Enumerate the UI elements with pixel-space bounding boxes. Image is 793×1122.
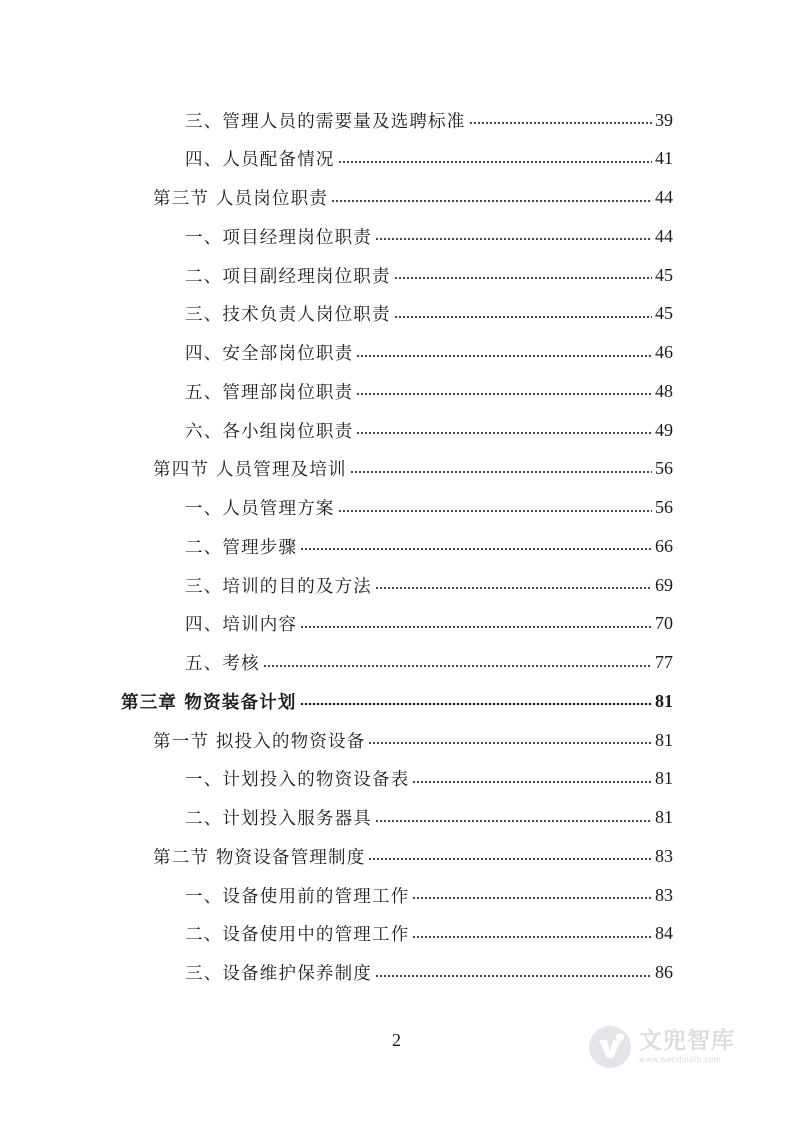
toc-entry[interactable] xyxy=(185,334,673,372)
toc-dot-leader xyxy=(331,200,652,202)
toc-entry-page: 45 xyxy=(655,303,673,324)
toc-entry[interactable] xyxy=(185,295,673,333)
toc-dot-leader xyxy=(350,471,652,473)
toc-entry-page: 86 xyxy=(655,962,673,982)
toc-dot-leader xyxy=(300,703,652,706)
toc-dot-leader xyxy=(375,820,652,822)
toc-entry-page: 69 xyxy=(655,574,673,595)
toc-dot-leader xyxy=(394,277,652,279)
toc-entry-title: 二、计划投入服务器具 xyxy=(185,809,372,829)
toc-entry-title: 一、设备使用前的管理工作 xyxy=(185,886,410,907)
toc-entry[interactable] xyxy=(185,799,673,837)
toc-entry-page: 56 xyxy=(655,458,673,479)
toc-entry-page: 81 xyxy=(655,768,673,789)
toc-entry-title: 三、技术负责人岗位职责 xyxy=(185,305,391,326)
toc-dot-leader xyxy=(263,665,652,667)
toc-entry-page: 81 xyxy=(655,729,673,750)
toc-entry[interactable] xyxy=(153,179,673,217)
toc-dot-leader xyxy=(338,161,652,163)
toc-dot-leader xyxy=(368,742,652,744)
toc-entry[interactable] xyxy=(185,876,673,914)
toc-entry-page: 84 xyxy=(655,923,673,944)
toc-entry[interactable] xyxy=(185,372,673,410)
toc-dot-leader xyxy=(412,936,652,938)
toc-entry-page: 41 xyxy=(655,148,673,169)
toc-entry[interactable] xyxy=(185,760,673,798)
toc-entry-page: 45 xyxy=(655,264,673,285)
toc-entry-title: 四、安全部岗位职责 xyxy=(185,344,354,364)
toc-entry[interactable] xyxy=(185,527,673,565)
toc-entry[interactable] xyxy=(185,140,673,178)
toc-entry-page: 44 xyxy=(655,225,673,246)
toc-entry[interactable] xyxy=(185,954,673,992)
toc-entry[interactable] xyxy=(153,721,673,759)
watermark-brand: 文兜智库 xyxy=(639,1028,735,1055)
toc-dot-leader xyxy=(375,587,652,589)
toc-entry-page: 77 xyxy=(655,652,673,672)
toc-entry-title: 二、管理步骤 xyxy=(185,537,298,558)
toc-dot-leader xyxy=(469,122,653,124)
toc-entry-title: 三、培训的目的及方法 xyxy=(185,576,372,597)
page-number: 2 xyxy=(392,1030,401,1050)
toc-entry[interactable] xyxy=(185,489,673,527)
toc-dot-leader xyxy=(412,781,652,783)
toc-dot-leader xyxy=(394,316,652,318)
toc-entry-page: 46 xyxy=(655,342,673,362)
toc-entry[interactable] xyxy=(153,837,673,875)
toc-entry-page: 83 xyxy=(655,845,673,866)
toc-entry-page: 44 xyxy=(655,187,673,207)
toc-entry-title: 六、各小组岗位职责 xyxy=(185,421,354,442)
toc-entry-title: 四、人员配备情况 xyxy=(185,150,335,171)
toc-entry-page: 83 xyxy=(655,884,673,905)
toc-entry[interactable] xyxy=(185,915,673,953)
toc-entry-title: 一、项目经理岗位职责 xyxy=(185,227,372,248)
toc-entry-title: 二、设备使用中的管理工作 xyxy=(185,925,410,946)
toc-entry-title: 五、管理部岗位职责 xyxy=(185,382,354,403)
toc-entry-title: 第二节 物资设备管理制度 xyxy=(153,847,366,868)
toc-entry[interactable] xyxy=(185,644,673,682)
toc-entry-title: 一、人员管理方案 xyxy=(185,499,335,519)
toc-dot-leader xyxy=(300,548,652,550)
toc-entry-page: 66 xyxy=(655,535,673,556)
toc-entry-page: 48 xyxy=(655,380,673,401)
toc-dot-leader xyxy=(356,432,652,434)
toc-dot-leader xyxy=(338,510,652,512)
toc-entry[interactable] xyxy=(185,411,673,449)
toc-entry-page: 81 xyxy=(655,690,673,711)
toc-dot-leader xyxy=(375,975,652,977)
toc-entry-title: 四、培训内容 xyxy=(185,615,298,636)
toc-dot-leader xyxy=(300,626,652,628)
toc-entry-title: 第三节 人员岗位职责 xyxy=(153,189,329,209)
toc-entry-title: 第四节 人员管理及培训 xyxy=(153,460,347,481)
toc-entry[interactable] xyxy=(185,217,673,255)
toc-dot-leader xyxy=(356,393,652,395)
watermark-logo xyxy=(587,1018,752,1076)
toc-entry[interactable] xyxy=(121,682,673,720)
toc-dot-leader xyxy=(368,858,652,860)
toc-entry[interactable] xyxy=(185,101,673,139)
toc-entry-title: 三、设备维护保养制度 xyxy=(185,964,372,984)
watermark-url: www.wendoulib.com xyxy=(639,1055,722,1065)
toc-entry[interactable] xyxy=(185,256,673,294)
toc-dot-leader xyxy=(356,355,652,357)
toc-entry-title: 五、考核 xyxy=(185,654,260,674)
toc-entry-page: 70 xyxy=(655,613,673,634)
toc-entry-title: 二、项目副经理岗位职责 xyxy=(185,266,391,287)
toc-entry-page: 39 xyxy=(655,109,673,130)
brand-logo-icon xyxy=(587,1024,633,1070)
toc-dot-leader xyxy=(412,897,652,899)
toc-entry-page: 81 xyxy=(655,807,673,827)
toc-entry-page: 56 xyxy=(655,497,673,517)
toc-entry-title: 三、管理人员的需要量及选聘标准 xyxy=(185,111,466,132)
toc-entry-title: 第三章 物资装备计划 xyxy=(121,692,297,713)
toc-dot-leader xyxy=(375,238,652,240)
toc-entry[interactable] xyxy=(185,566,673,604)
toc-entry[interactable] xyxy=(185,605,673,643)
toc-entry-title: 一、计划投入的物资设备表 xyxy=(185,770,410,791)
toc-entry[interactable] xyxy=(153,450,673,488)
toc-entry-page: 49 xyxy=(655,419,673,440)
toc-entry-title: 第一节 拟投入的物资设备 xyxy=(153,731,366,752)
